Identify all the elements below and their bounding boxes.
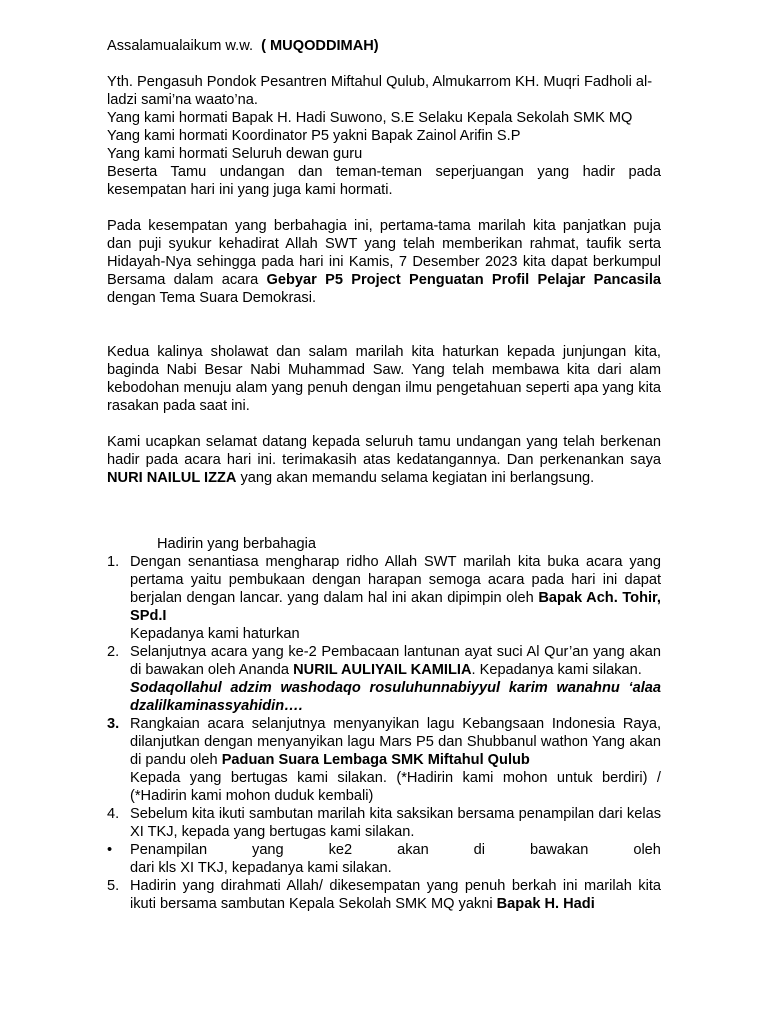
mc-name: NURI NAILUL IZZA — [107, 470, 237, 486]
item-3-after: Kepada yang bertugas kami silakan. (*Hadirin kami mohon untuk berdiri) / (*Hadirin kami mohon duduk kembali) — [130, 770, 661, 804]
salutation-3: Yang kami hormati Koordinator P5 yakni Bapak Zainol Arifin S.P — [107, 128, 521, 144]
bullet-line-2: dari kls XI TKJ, kepadanya kami silakan. — [130, 860, 392, 876]
agenda-list — [107, 553, 661, 913]
item-number: 3. — [107, 716, 120, 732]
salutation-4: Yang kami hormati Seluruh dewan guru — [107, 146, 363, 162]
salutation-5: Beserta Tamu undangan dan teman-teman seperjuangan yang hadir pada kesempatan hari ini yang juga kami hormati. — [107, 164, 661, 198]
paragraph-sholawat: Kedua kalinya sholawat dan salam marilah kita haturkan kepada junjungan kita, baginda Nabi Besar Nabi Muhammad Saw. Yang telah membawa kita dari alam kebodohan menuju alam yang penuh dengan ilmu pengetahuan seperti apa yang kita rasakan pada saat ini. — [107, 344, 661, 414]
closing-quote: Sodaqollahul adzim washodaqo rosuluhunnabiyyul karim wanahnu ‘alaa dzalilkaminassyahidin…. — [130, 680, 661, 714]
agenda-item-4: 4. Sebelum kita ikuti sambutan marilah kita saksikan bersama penampilan dari kelas XI TKJ, kepada yang bertugas kami silakan. — [107, 806, 661, 840]
document-page — [107, 37, 661, 913]
agenda-item-3: 3. Rangkaian acara selanjutnya menyanyikan lagu Kebangsaan Indonesia Raya, dilanjutkan dengan menyanyikan lagu Mars P5 dan Shubbanul wathon Yang akan di pandu oleh Paduan Suara Lembaga SMK Miftahul Qulub Kepada yang bertugas kami silakan. (*Hadirin kami mohon untuk berdiri) / (*Hadirin kami mohon duduk kembali) — [107, 716, 661, 804]
bullet-mark: • — [107, 842, 113, 858]
opening-line — [107, 37, 661, 55]
agenda-item-1: 1. Dengan senantiasa mengharap ridho Allah SWT marilah kita buka acara yang pertama yaitu pembukaan dengan harapan semoga acara pada hari ini dapat berjalan dengan lancar. yang dalam hal ini akan dipimpin oleh Bapak Ach. Tohir, SPd.I Kepadanya kami haturkan — [107, 554, 661, 642]
item-number: 1. — [107, 554, 120, 570]
agenda-item-5: 5. Hadirin yang dirahmati Allah/ dikesempatan yang penuh berkah ini marilah kita ikuti bersama sambutan Kepala Sekolah SMK MQ yakni Bapak H. Hadi — [107, 878, 661, 912]
paragraph-welcome: Kami ucapkan selamat datang kepada seluruh tamu undangan yang telah berkenan hadir pada acara hari ini. terimakasih atas kedatangannya. Dan perkenankan saya NURI NAILUL IZZA yang akan memandu selama kegiatan ini berlangsung. — [107, 434, 661, 486]
item-number: 4. — [107, 806, 120, 822]
bullet-line-1: Penampilan yang ke2 akan di bawakan oleh — [130, 842, 661, 858]
agenda-bullet-item — [107, 841, 661, 877]
salutation-2: Yang kami hormati Bapak H. Hadi Suwono, S.E Selaku Kepala Sekolah SMK MQ — [107, 110, 633, 126]
event-name: Gebyar P5 Project Penguatan Profil Pelajar Pancasila — [266, 272, 661, 288]
greeting: Assalamualaikum w.w. — [107, 38, 253, 54]
agenda-item-2: 2. Selanjutnya acara yang ke-2 Pembacaan lantunan ayat suci Al Qur’an yang akan di bawakan oleh Ananda NURIL AULIYAIL KAMILIA. Kepadanya kami silakan. Sodaqollahul adzim washodaqo rosuluhunnabiyyul karim wanahnu ‘alaa dzalilkaminassyahidin…. — [107, 644, 661, 714]
item-number: 5. — [107, 878, 120, 894]
item-1-after: Kepadanya kami haturkan — [130, 626, 300, 642]
doc-title: ( MUQODDIMAH) — [261, 38, 379, 54]
item-number: 2. — [107, 644, 120, 660]
paragraph-opening-praise: Pada kesempatan yang berbahagia ini, pertama-tama marilah kita panjatkan puja dan puji syukur kehadirat Allah SWT yang telah memberikan rahmat, taufik serta Hidayah-Nya sehingga pada hari ini Kamis, 7 Desember 2023 kita dapat berkumpul Bersama dalam acara Gebyar P5 Project Penguatan Profil Pelajar Pancasila dengan Tema Suara Demokrasi. — [107, 218, 661, 306]
hadirin-heading: Hadirin yang berbahagia — [157, 536, 317, 552]
salutation-1: Yth. Pengasuh Pondok Pesantren Miftahul Qulub, Almukarrom KH. Muqri Fadholi al-ladzi sami’na waato’na. — [107, 74, 653, 108]
